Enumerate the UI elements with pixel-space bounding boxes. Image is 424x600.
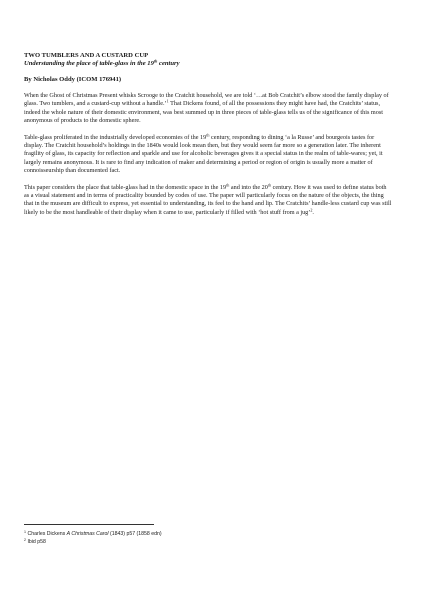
paragraph-3-period: . xyxy=(312,208,314,216)
paragraph-3-text: This paper considers the place that table-glass had in the domestic space in the 19 xyxy=(24,183,227,191)
footnote-1-number: 1 xyxy=(24,529,26,534)
article-title: TWO TUMBLERS AND A CUSTARD CUP xyxy=(24,52,149,59)
paragraph-3-text-end: century. How it was used to define status both as a visual statement and in terms of practicality bounded by codes of use. The paper will particularly focus on the nature of the objects, the thing that in the museum are difficult to express, yet essential to understanding, its feel to the hand and lip. The Cratchits’ handle-less custard cup was still likely to be the most handleable of their display when it came to use, particularly if filled with ‘hot stuff from a jug’ xyxy=(24,183,392,216)
footnotes xyxy=(24,524,392,546)
footnote-2-text: Ibid p58 xyxy=(26,539,46,545)
paragraph-3-ordinal-1: th xyxy=(226,182,230,188)
footnote-ref-1: 1 xyxy=(166,98,169,104)
paragraph-2-ordinal: th xyxy=(206,132,210,138)
subtitle-text-end: century xyxy=(157,60,180,67)
footnote-1-text: Charles Dickens xyxy=(26,531,67,537)
paragraph-3-ordinal-2: th xyxy=(267,182,272,188)
author-line: By Nicholas Oddy (ICOM 176941) xyxy=(24,76,122,83)
paragraph-1-text-end: That Dickens found, of all the possessions they might have had, the Cratchits’ status, indeed the whole nature of their domestic environment, was best summed up in three pieces of table-glass tells us of the significance of this most anonymous of products to the domestic sphere. xyxy=(24,100,383,125)
footnote-ref-2: 2 xyxy=(310,207,313,213)
footnote-1 xyxy=(24,530,392,538)
footnote-1-book-title: A Christmas Carol xyxy=(66,531,109,537)
paragraph-1 xyxy=(24,92,392,126)
footnote-2 xyxy=(24,538,392,546)
paragraph-2-text-end: century, responding to dining ‘a la Russe’ and bourgeois tastes for display. The Cratchit household’s holdings in the 1840s would look mean then, but they would seem far more so a generation later. The inherent fragility of glass, its capacity for reflection and sparkle and use for alcoholic beverages gives it a special status in the realm of table-wares; yet, it largely remains anonymous. It is rare to find any indication of maker and determining a period or region of origin is usually more a matter of connoisseurship than documented fact. xyxy=(24,133,383,175)
subtitle-ordinal: th xyxy=(153,58,158,64)
paragraph-1-text: When the Ghost of Christmas Present whisks Scrooge to the Cratchit household, we are told ‘…at Bob Cratchit’s elbow stood the family display of glass. Two tumblers, and a custard-cup without a handle.’ xyxy=(24,92,389,108)
subtitle-text: Understanding the place of table-glass in the 19 xyxy=(24,60,154,67)
paragraph-2-text: Table-glass proliferated in the industrially developed economies of the 19 xyxy=(24,133,207,141)
paragraph-3-text-middle: and into the 20 xyxy=(229,183,268,191)
footnote-1-citation: (1843) p57 (1858 edn) xyxy=(108,531,162,537)
paragraph-2 xyxy=(24,134,392,176)
footnote-2-number: 2 xyxy=(24,537,26,542)
article-body xyxy=(24,52,392,225)
article-subtitle xyxy=(24,60,392,68)
paragraph-3 xyxy=(24,184,392,218)
footnote-separator xyxy=(24,524,154,525)
